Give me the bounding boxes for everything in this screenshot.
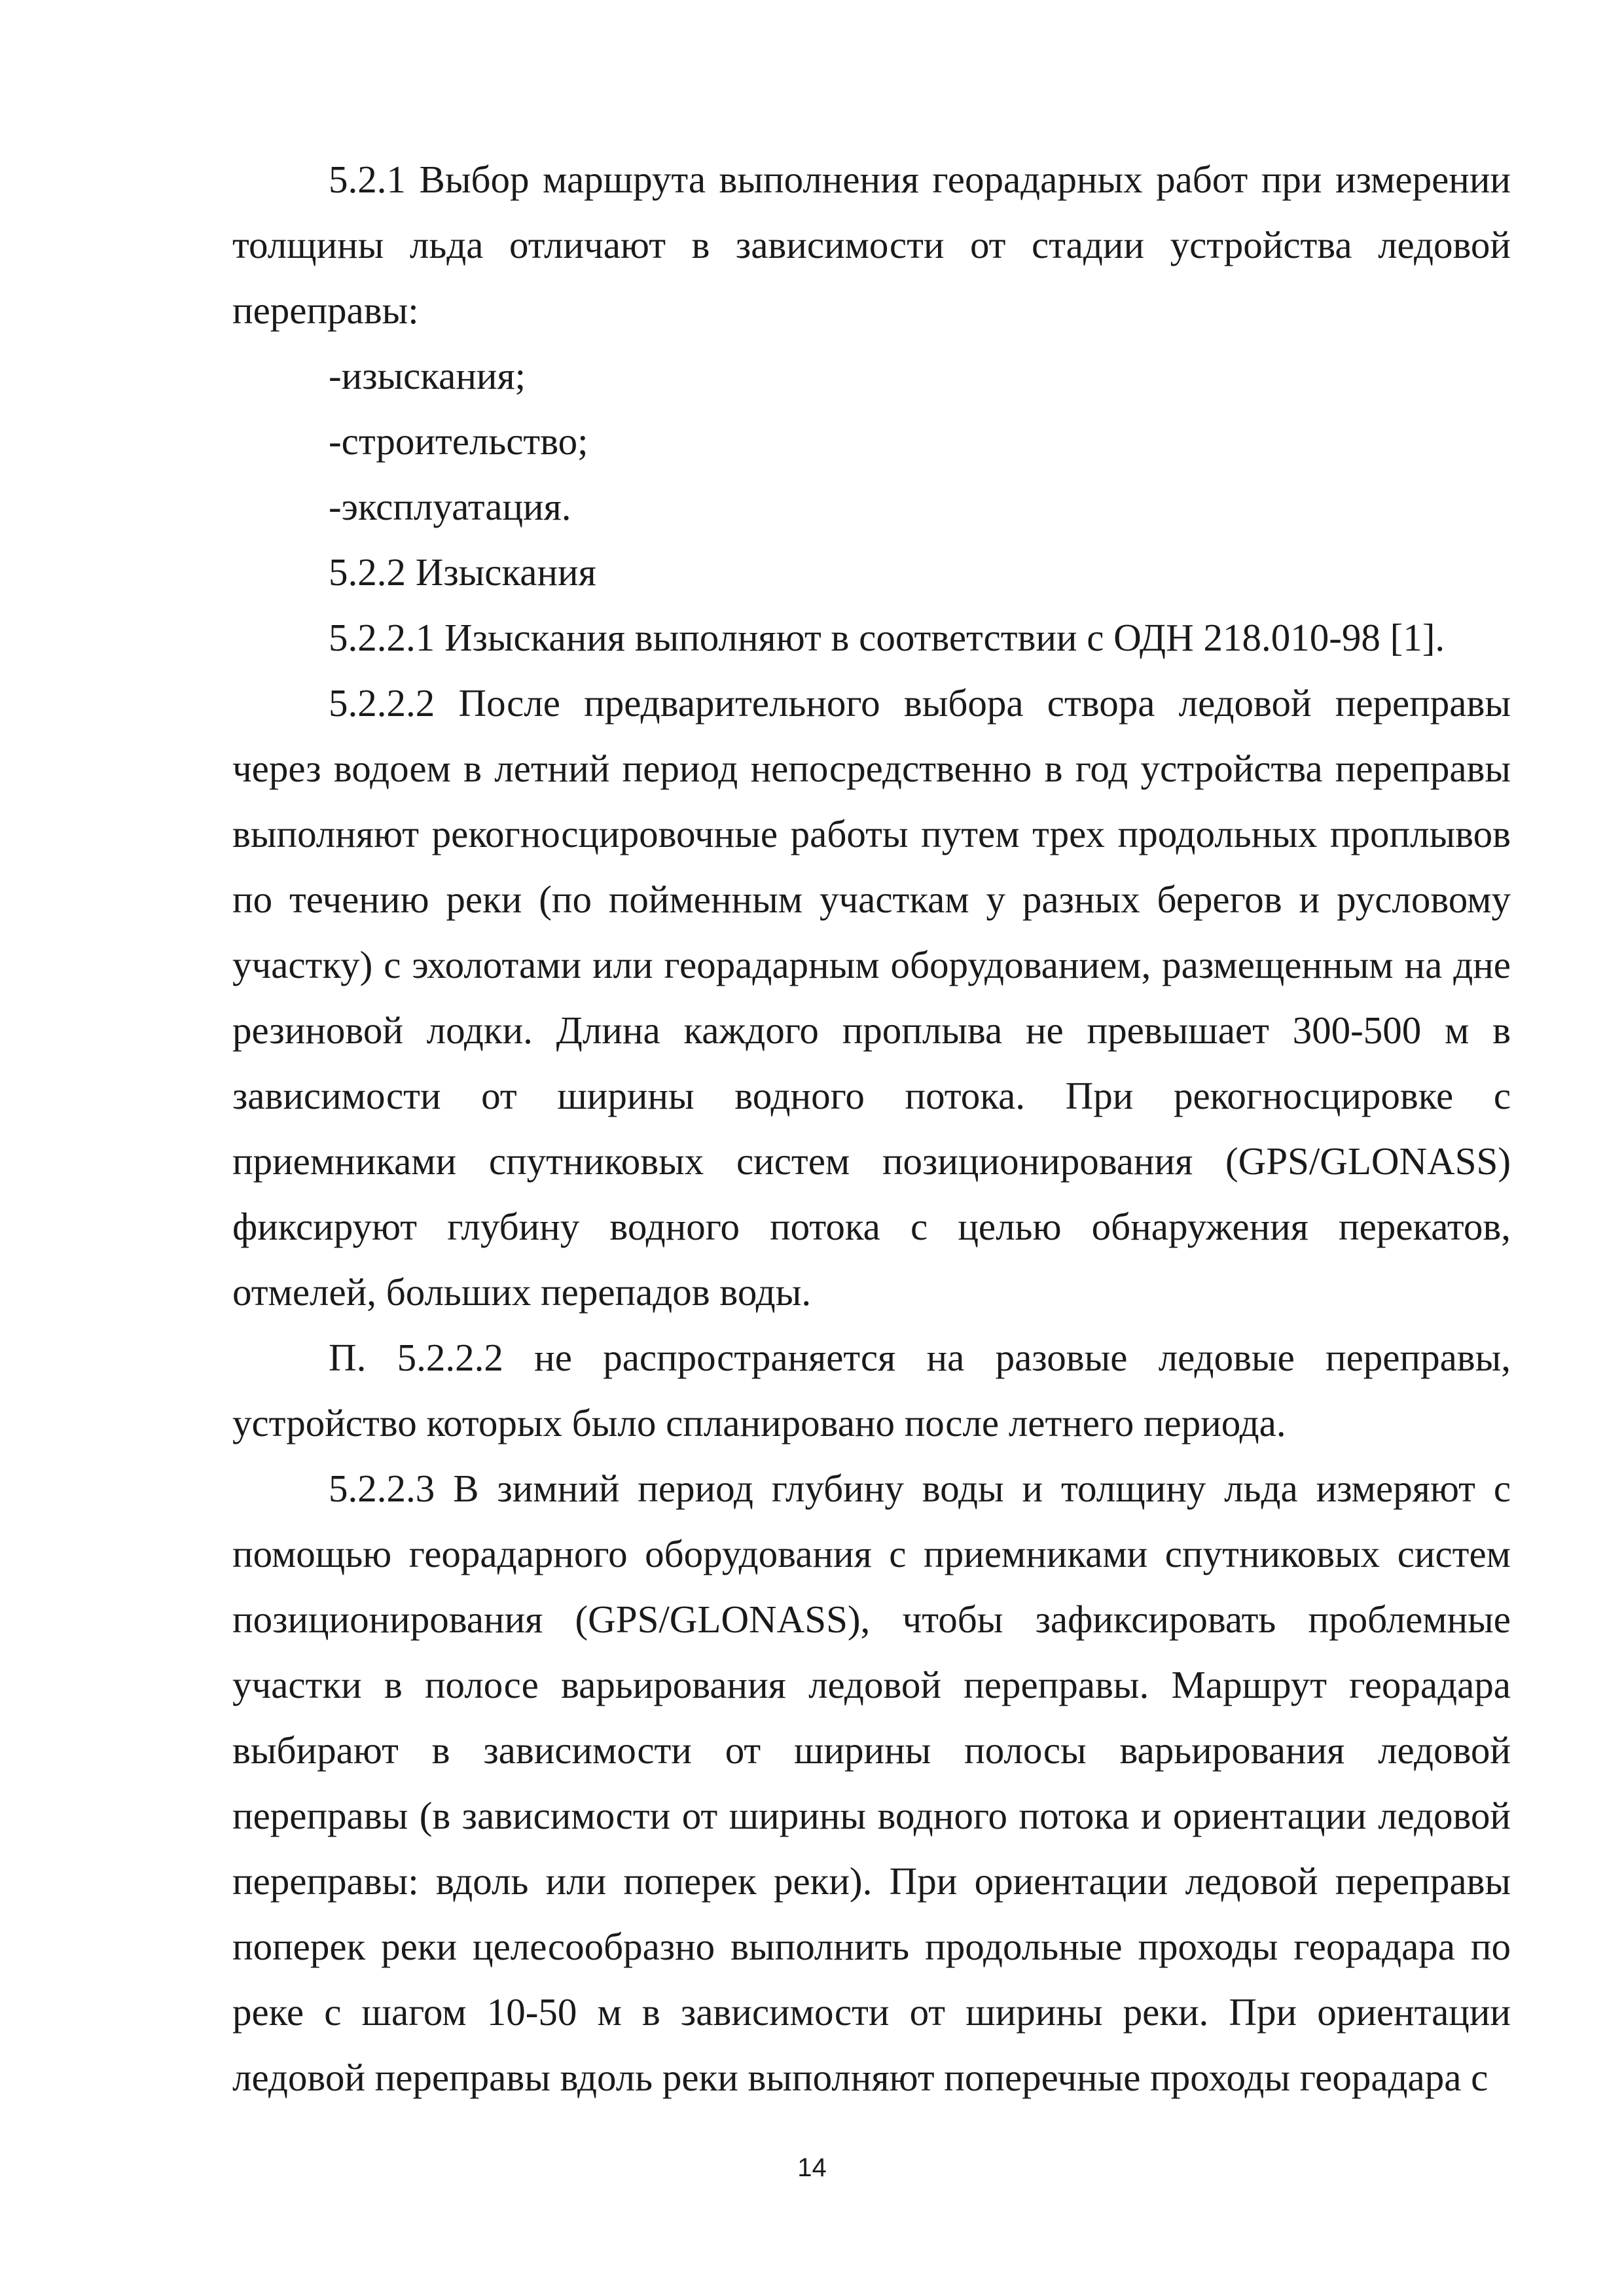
paragraph-5-2-2-3: 5.2.2.3 В зимний период глубину воды и толщину льда измеряют с помощью георадарного оборудования с приемниками спутниковых систем позиционирования (GPS/GLONASS), чтобы зафиксировать проблемные участки в полосе варьирования ледовой переправы. Маршрут георадара выбирают в зависимости от ширины полосы варьирования ледовой переправы (в зависимости от ширины водного потока и ориентации ледовой переправы: вдоль или поперек реки). При ориентации ледовой переправы поперек реки целесообразно выполнить продольные проходы георадара по реке с шагом 10-50 м в зависимости от ширины реки. При ориентации ледовой переправы вдоль реки выполняют поперечные проходы георадара с [232, 1467, 1511, 2099]
list-item-construction: -строительство; [329, 420, 588, 463]
paragraph-5-2-1: 5.2.1 Выбор маршрута выполнения георадарных работ при измерении толщины льда отличают в зависимости от стадии устройства ледовой переправы: [232, 158, 1511, 332]
paragraph-5-2-2-1: 5.2.2.1 Изыскания выполняют в соответствии с ОДН 218.010-98 [1]. [329, 616, 1445, 659]
paragraph-note: П. 5.2.2.2 не распространяется на разовые ледовые переправы, устройство которых было спланировано после летнего периода. [232, 1336, 1511, 1444]
document-body [232, 147, 1511, 2110]
list-item-operation: -эксплуатация. [329, 485, 571, 528]
paragraph-5-2-2-2: 5.2.2.2 После предварительного выбора створа ледовой переправы через водоем в летний период непосредственно в год устройства переправы выполняют рекогносцировочные работы путем трех продольных проплывов по течению реки (по пойменным участкам у разных берегов и русловому участку) с эхолотами или георадарным оборудованием, размещенным на дне резиновой лодки. Длина каждого проплыва не превышает 300-500 м в зависимости от ширины водного потока. При рекогносцировке с приемниками спутниковых систем позиционирования (GPS/GLONASS) фиксируют глубину водного потока с целью обнаружения перекатов, отмелей, больших перепадов воды. [232, 681, 1511, 1314]
list-item-surveys: -изыскания; [329, 354, 526, 397]
section-heading-5-2-2: 5.2.2 Изыскания [329, 550, 596, 594]
page-number: 14 [797, 2153, 827, 2182]
